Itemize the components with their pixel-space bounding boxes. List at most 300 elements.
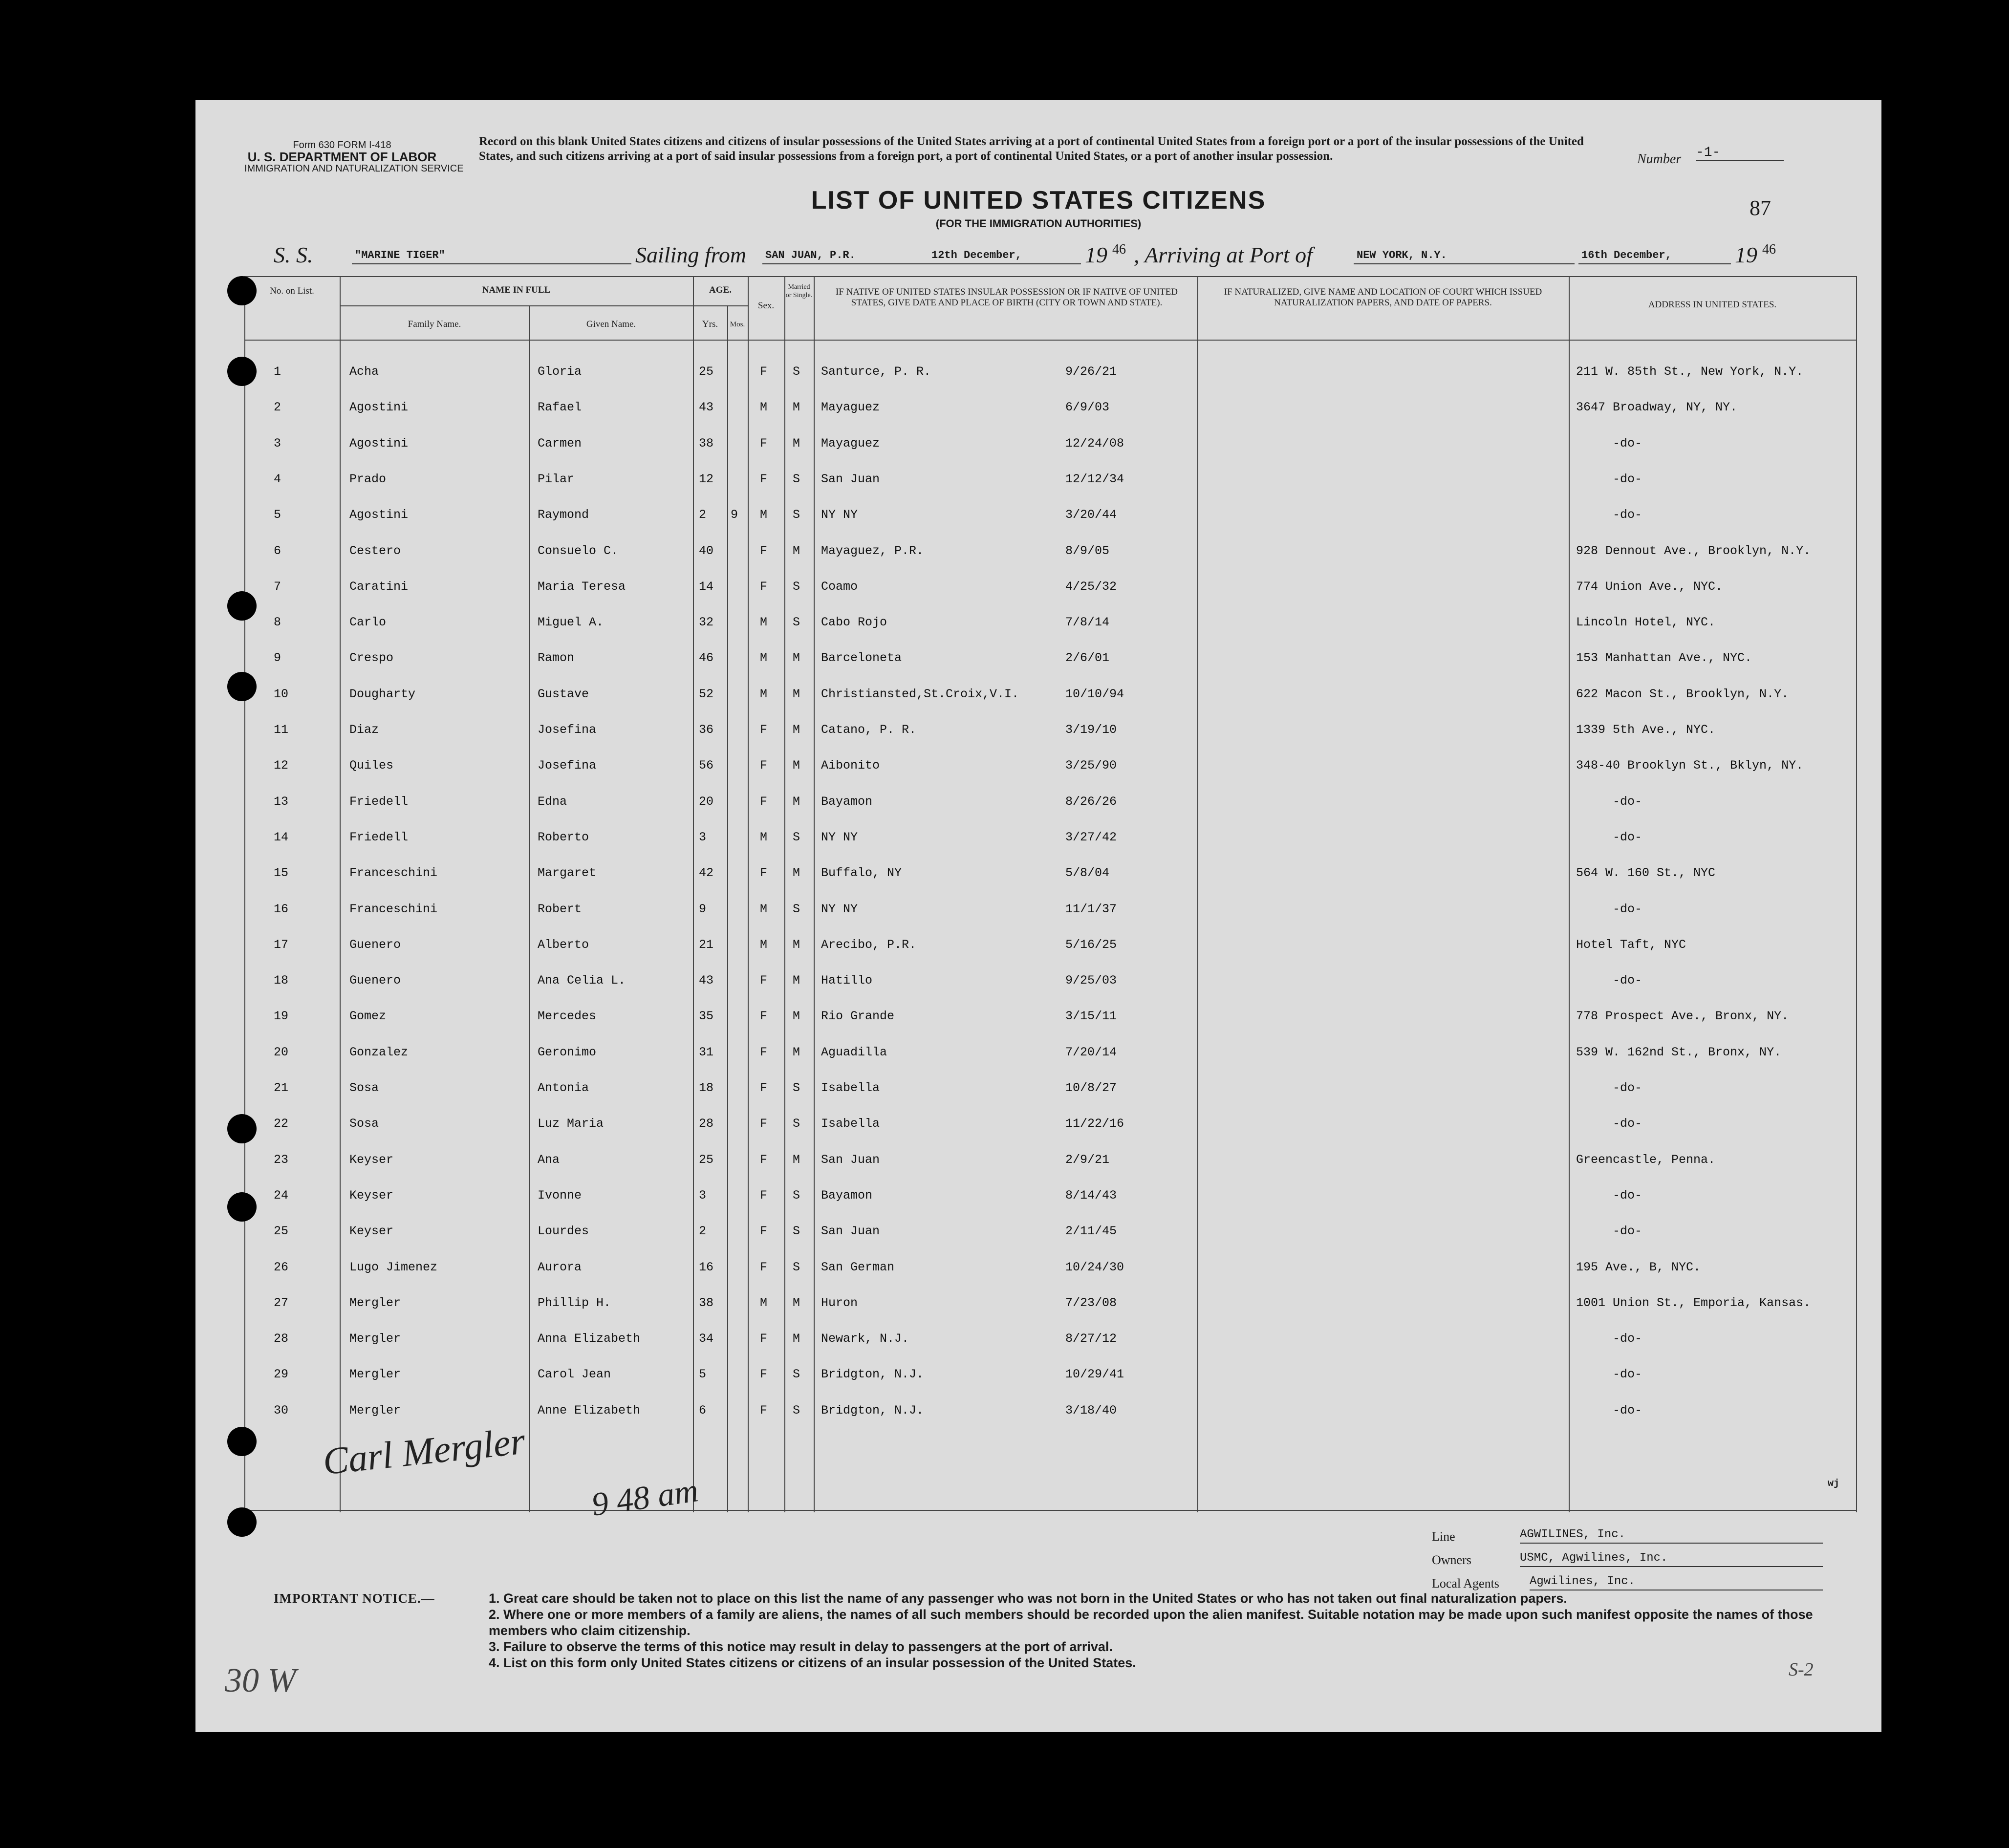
typist-initials: wj — [1828, 1478, 1840, 1489]
notice-lead: IMPORTANT NOTICE.— — [274, 1591, 435, 1606]
birth-place: Mayaguez, P.R. — [821, 543, 924, 558]
us-address: -do- — [1613, 1081, 1642, 1095]
us-address: -do- — [1613, 472, 1642, 486]
form-identifier — [244, 139, 464, 174]
table-row — [244, 961, 1857, 996]
row-number: 7 — [274, 579, 281, 594]
marital-status: M — [793, 687, 800, 701]
bottom-mark: S-2 — [1789, 1659, 1814, 1680]
birth-date: 8/9/05 — [1065, 543, 1110, 558]
age-years: 43 — [699, 400, 714, 415]
marital-status: S — [793, 902, 800, 916]
sex: F — [760, 973, 768, 988]
birth-place: Mayaguez — [821, 436, 880, 451]
table-row — [244, 531, 1857, 567]
birth-place: NY NY — [821, 902, 858, 916]
depart-year-prefix: 19 — [1085, 242, 1107, 267]
age-years: 21 — [699, 937, 714, 952]
row-number: 9 — [274, 651, 281, 666]
departure-year: 46 — [1112, 242, 1126, 257]
sex: M — [760, 937, 768, 952]
birth-date: 10/10/94 — [1065, 687, 1124, 701]
table-row — [244, 567, 1857, 602]
us-address: 622 Macon St., Brooklyn, N.Y. — [1576, 687, 1789, 701]
marital-status: M — [793, 1152, 800, 1167]
punch-hole — [227, 1427, 257, 1456]
age-years: 2 — [699, 1224, 707, 1239]
birth-place: San Juan — [821, 1152, 880, 1167]
marital-status: S — [793, 1367, 800, 1382]
given-name: Robert — [538, 902, 582, 916]
age-years: 25 — [699, 365, 714, 379]
given-name: Mercedes — [538, 1009, 597, 1024]
number-value: -1- — [1696, 145, 1784, 161]
birth-date: 4/25/32 — [1065, 579, 1117, 594]
family-name: Guenero — [349, 937, 401, 952]
count-note: 30 W — [225, 1662, 296, 1699]
row-number: 12 — [274, 758, 289, 773]
age-years: 38 — [699, 436, 714, 451]
sex: M — [760, 651, 768, 666]
row-number: 19 — [274, 1009, 289, 1024]
table-row — [244, 495, 1857, 531]
birth-date: 3/15/11 — [1065, 1009, 1117, 1024]
birth-date: 11/1/37 — [1065, 902, 1117, 916]
marital-status: M — [793, 436, 800, 451]
table-row — [244, 853, 1857, 889]
marital-status: M — [793, 758, 800, 773]
notice-item: 1. Great care should be taken not to place on this list the name of any passenger who was not born in the United States or who has not taken out final naturalization papers. — [489, 1591, 1567, 1606]
row-number: 30 — [274, 1403, 289, 1418]
family-name: Agostini — [349, 436, 409, 451]
table-top-rule — [244, 276, 1857, 277]
birth-date: 9/26/21 — [1065, 365, 1117, 379]
page-number: 87 — [1750, 196, 1771, 220]
family-name: Dougharty — [349, 687, 416, 701]
family-name: Friedell — [349, 794, 409, 809]
us-address: Lincoln Hotel, NYC. — [1576, 615, 1716, 630]
given-name: Josefina — [538, 758, 597, 773]
given-name: Ivonne — [538, 1188, 582, 1203]
marital-status: S — [793, 365, 800, 379]
line-label: Line — [1432, 1529, 1455, 1544]
table-row — [244, 424, 1857, 459]
family-name: Mergler — [349, 1332, 401, 1346]
table-row — [244, 746, 1857, 781]
marital-status: S — [793, 615, 800, 630]
us-address: -do- — [1613, 902, 1642, 916]
us-address: -do- — [1613, 1332, 1642, 1346]
marital-status: M — [793, 794, 800, 809]
birth-place: Christiansted,St.Croix,V.I. — [821, 687, 1019, 701]
line-value: AGWILINES, Inc. — [1520, 1528, 1823, 1544]
birth-place: San German — [821, 1260, 895, 1274]
sex: F — [760, 1260, 768, 1274]
table-row — [244, 638, 1857, 674]
number-label: Number — [1637, 151, 1682, 167]
marital-status: S — [793, 1117, 800, 1131]
given-name: Ana Celia L. — [538, 973, 626, 988]
us-address: 774 Union Ave., NYC. — [1576, 579, 1723, 594]
table-row — [244, 1032, 1857, 1068]
col-header-age: AGE. — [709, 285, 732, 295]
birth-place: Bridgton, N.J. — [821, 1367, 924, 1382]
table-row — [244, 1354, 1857, 1390]
family-name: Mergler — [349, 1367, 401, 1382]
marital-status: S — [793, 1081, 800, 1095]
sex: M — [760, 830, 768, 844]
sex: F — [760, 723, 768, 737]
sex: F — [760, 866, 768, 881]
arrival-date: 16th December, — [1578, 249, 1731, 264]
passenger-table — [244, 276, 1857, 1512]
us-address: -do- — [1613, 1403, 1642, 1418]
given-name: Anna Elizabeth — [538, 1332, 641, 1346]
birth-date: 11/22/16 — [1065, 1117, 1124, 1131]
family-name: Keyser — [349, 1188, 394, 1203]
table-row — [244, 710, 1857, 746]
sex: M — [760, 687, 768, 701]
given-name: Consuelo C. — [538, 543, 619, 558]
row-number: 3 — [274, 436, 281, 451]
age-years: 43 — [699, 973, 714, 988]
row-number: 14 — [274, 830, 289, 844]
given-name: Miguel A. — [538, 615, 604, 630]
manifest-sheet — [195, 100, 1881, 1732]
family-name: Friedell — [349, 830, 409, 844]
family-name: Keyser — [349, 1224, 394, 1239]
family-name: Mergler — [349, 1403, 401, 1418]
given-name: Edna — [538, 794, 567, 809]
us-address: -do- — [1613, 794, 1642, 809]
given-name: Phillip H. — [538, 1295, 611, 1310]
given-name: Lourdes — [538, 1224, 589, 1239]
row-number: 6 — [274, 543, 281, 558]
us-address: -do- — [1613, 508, 1642, 522]
marital-status: M — [793, 543, 800, 558]
page-title: LIST OF UNITED STATES CITIZENS — [811, 186, 1266, 215]
age-years: 3 — [699, 830, 707, 844]
us-address: -do- — [1613, 1224, 1642, 1239]
table-row — [244, 782, 1857, 817]
birth-place: San Juan — [821, 1224, 880, 1239]
col-header-given-name: Given Name. — [586, 319, 636, 329]
given-name: Rafael — [538, 400, 582, 415]
sex: F — [760, 1188, 768, 1203]
age-years: 52 — [699, 687, 714, 701]
given-name: Anne Elizabeth — [538, 1403, 641, 1418]
punch-hole — [227, 357, 257, 386]
table-row — [244, 1211, 1857, 1247]
sex: F — [760, 1152, 768, 1167]
birth-place: Isabella — [821, 1081, 880, 1095]
intro-text: Record on this blank United States citizens and citizens of insular possessions of the United States arriving at a port of continental United States from a foreign port or a port of the insular possessions of the United States, and such citizens arriving at a port of said insular possessions from a foreign port, a port of continental United States, or a port of another insular possession. — [479, 135, 1584, 163]
row-number: 1 — [274, 365, 281, 379]
table-row — [244, 1176, 1857, 1211]
family-name: Keyser — [349, 1152, 394, 1167]
marital-status: S — [793, 1224, 800, 1239]
family-name: Agostini — [349, 508, 409, 522]
birth-date: 10/24/30 — [1065, 1260, 1124, 1274]
row-number: 29 — [274, 1367, 289, 1382]
marital-status: M — [793, 723, 800, 737]
us-address: -do- — [1613, 830, 1642, 844]
birth-place: NY NY — [821, 830, 858, 844]
birth-date: 8/14/43 — [1065, 1188, 1117, 1203]
birth-place: San Juan — [821, 472, 880, 486]
family-name: Caratini — [349, 579, 409, 594]
sex: F — [760, 758, 768, 773]
row-number: 22 — [274, 1117, 289, 1131]
us-address: 1001 Union St., Emporia, Kansas. — [1576, 1295, 1811, 1310]
punch-hole — [227, 1192, 257, 1222]
marital-status: S — [793, 472, 800, 486]
col-header-birth: IF NATIVE OF UNITED STATES INSULAR POSSESSION OR IF NATIVE OF UNITED STATES, GIVE DATE AND PLACE OF BIRTH (CITY OR TOWN AND STATE). — [836, 287, 1178, 308]
given-name: Raymond — [538, 508, 589, 522]
age-years: 42 — [699, 866, 714, 881]
name-subheader-rule — [340, 305, 748, 306]
sex: M — [760, 400, 768, 415]
us-address: -do- — [1613, 436, 1642, 451]
age-years: 34 — [699, 1332, 714, 1346]
family-name: Franceschini — [349, 866, 438, 881]
us-address: -do- — [1613, 1117, 1642, 1131]
birth-date: 10/8/27 — [1065, 1081, 1117, 1095]
row-number: 5 — [274, 508, 281, 522]
table-row — [244, 352, 1857, 387]
birth-date: 2/9/21 — [1065, 1152, 1110, 1167]
birth-place: Aibonito — [821, 758, 880, 773]
marital-status: M — [793, 1332, 800, 1346]
col-header-family-name: Family Name. — [408, 319, 461, 329]
sex: F — [760, 794, 768, 809]
header-bottom-rule — [244, 340, 1857, 341]
col-header-address: ADDRESS IN UNITED STATES. — [1648, 300, 1777, 310]
age-years: 14 — [699, 579, 714, 594]
sex: F — [760, 579, 768, 594]
col-header-married: Married or Single. — [785, 283, 813, 299]
age-years: 35 — [699, 1009, 714, 1024]
row-number: 25 — [274, 1224, 289, 1239]
service-name: IMMIGRATION AND NATURALIZATION SERVICE — [244, 163, 464, 174]
table-row — [244, 459, 1857, 495]
marital-status: M — [793, 973, 800, 988]
table-row — [244, 674, 1857, 710]
sailing-label: Sailing from — [635, 242, 747, 267]
arriving-label: , Arriving at Port of — [1134, 242, 1313, 267]
important-notice — [274, 1590, 1837, 1671]
given-name: Ramon — [538, 651, 575, 666]
marital-status: S — [793, 1260, 800, 1274]
birth-date: 3/18/40 — [1065, 1403, 1117, 1418]
row-number: 26 — [274, 1260, 289, 1274]
signature-time: 9 48 am — [589, 1471, 701, 1523]
given-name: Maria Teresa — [538, 579, 626, 594]
birth-place: NY NY — [821, 508, 858, 522]
sex: M — [760, 508, 768, 522]
us-address: -do- — [1613, 973, 1642, 988]
family-name: Acha — [349, 365, 379, 379]
given-name: Aurora — [538, 1260, 582, 1274]
birth-place: Barceloneta — [821, 651, 902, 666]
given-name: Gustave — [538, 687, 589, 701]
birth-place: Mayaguez — [821, 400, 880, 415]
family-name: Cestero — [349, 543, 401, 558]
us-address: Hotel Taft, NYC — [1576, 937, 1686, 952]
us-address: 195 Ave., B, NYC. — [1576, 1260, 1701, 1274]
table-row — [244, 1319, 1857, 1354]
us-address: -do- — [1613, 1188, 1642, 1203]
sex: F — [760, 1009, 768, 1024]
birth-date: 8/27/12 — [1065, 1332, 1117, 1346]
col-header-mos: Mos. — [730, 321, 745, 328]
marital-status: S — [793, 508, 800, 522]
given-name: Margaret — [538, 866, 597, 881]
row-number: 15 — [274, 866, 289, 881]
birth-date: 5/8/04 — [1065, 866, 1110, 881]
birth-date: 7/8/14 — [1065, 615, 1110, 630]
birth-place: Santurce, P. R. — [821, 365, 931, 379]
sex: M — [760, 902, 768, 916]
birth-place: Catano, P. R. — [821, 723, 917, 737]
table-row — [244, 1391, 1857, 1426]
family-name: Lugo Jimenez — [349, 1260, 438, 1274]
birth-date: 10/29/41 — [1065, 1367, 1124, 1382]
marital-status: M — [793, 1009, 800, 1024]
table-bottom-rule — [244, 1510, 1857, 1511]
us-address: 928 Dennout Ave., Brooklyn, N.Y. — [1576, 543, 1811, 558]
marital-status: S — [793, 1403, 800, 1418]
notice-item: 3. Failure to observe the terms of this notice may result in delay to passengers at the port of arrival. — [489, 1639, 1113, 1654]
sex: F — [760, 1081, 768, 1095]
row-number: 18 — [274, 973, 289, 988]
family-name: Guenero — [349, 973, 401, 988]
birth-place: Aguadilla — [821, 1045, 887, 1059]
row-number: 11 — [274, 723, 289, 737]
arrival-port: NEW YORK, N.Y. — [1354, 249, 1575, 264]
family-name: Mergler — [349, 1295, 401, 1310]
ship-name: "MARINE TIGER" — [352, 249, 631, 264]
age-years: 9 — [699, 902, 707, 916]
table-row — [244, 1247, 1857, 1283]
row-number: 17 — [274, 937, 289, 952]
family-name: Agostini — [349, 400, 409, 415]
row-number: 10 — [274, 687, 289, 701]
birth-date: 7/20/14 — [1065, 1045, 1117, 1059]
given-name: Carmen — [538, 436, 582, 451]
table-row — [244, 1283, 1857, 1319]
age-years: 56 — [699, 758, 714, 773]
table-row — [244, 889, 1857, 925]
agents-value: Agwilines, Inc. — [1530, 1575, 1823, 1590]
form-number: Form 630 FORM I-418 — [293, 140, 391, 150]
family-name: Crespo — [349, 651, 394, 666]
table-row — [244, 925, 1857, 961]
us-address: 3647 Broadway, NY, NY. — [1576, 400, 1738, 415]
family-name: Sosa — [349, 1117, 379, 1131]
us-address: 1339 5th Ave., NYC. — [1576, 723, 1716, 737]
marital-status: M — [793, 1295, 800, 1310]
us-address: 211 W. 85th St., New York, N.Y. — [1576, 365, 1804, 379]
col-header-no: No. on List. — [270, 286, 314, 296]
us-address: 153 Manhattan Ave., NYC. — [1576, 651, 1752, 666]
sex: F — [760, 543, 768, 558]
punch-hole — [227, 672, 257, 701]
birth-place: Isabella — [821, 1117, 880, 1131]
table-row — [244, 387, 1857, 423]
row-number: 13 — [274, 794, 289, 809]
birth-date: 8/26/26 — [1065, 794, 1117, 809]
marital-status: M — [793, 937, 800, 952]
given-name: Geronimo — [538, 1045, 597, 1059]
age-years: 16 — [699, 1260, 714, 1274]
birth-date: 6/9/03 — [1065, 400, 1110, 415]
marital-status: M — [793, 651, 800, 666]
us-address: -do- — [1613, 1367, 1642, 1382]
row-number: 21 — [274, 1081, 289, 1095]
col-header-name-in-full: NAME IN FULL — [482, 285, 551, 295]
punch-hole — [227, 591, 257, 621]
punch-hole — [227, 276, 257, 305]
given-name: Gloria — [538, 365, 582, 379]
birth-date: 7/23/08 — [1065, 1295, 1117, 1310]
row-number: 2 — [274, 400, 281, 415]
row-number: 28 — [274, 1332, 289, 1346]
table-row — [244, 1104, 1857, 1139]
age-years: 3 — [699, 1188, 707, 1203]
age-months: 9 — [731, 508, 738, 522]
birth-place: Rio Grande — [821, 1009, 895, 1024]
age-years: 25 — [699, 1152, 714, 1167]
family-name: Gonzalez — [349, 1045, 409, 1059]
table-row — [244, 602, 1857, 638]
arrive-year-prefix: 19 — [1735, 242, 1757, 267]
ss-label: S. S. — [274, 242, 313, 267]
family-name: Diaz — [349, 723, 379, 737]
sex: F — [760, 436, 768, 451]
marital-status: S — [793, 1188, 800, 1203]
marital-status: S — [793, 579, 800, 594]
birth-date: 3/27/42 — [1065, 830, 1117, 844]
marital-status: S — [793, 830, 800, 844]
row-number: 4 — [274, 472, 281, 486]
table-row — [244, 1140, 1857, 1176]
sex: F — [760, 365, 768, 379]
given-name: Alberto — [538, 937, 589, 952]
col-header-yrs: Yrs. — [702, 319, 718, 329]
marital-status: M — [793, 866, 800, 881]
sex: F — [760, 1403, 768, 1418]
family-name: Sosa — [349, 1081, 379, 1095]
row-number: 24 — [274, 1188, 289, 1203]
birth-date: 3/25/90 — [1065, 758, 1117, 773]
age-years: 2 — [699, 508, 707, 522]
col-header-sex: Sex. — [757, 301, 775, 311]
given-name: Josefina — [538, 723, 597, 737]
sex: M — [760, 1295, 768, 1310]
punch-hole — [227, 1114, 257, 1143]
age-years: 5 — [699, 1367, 707, 1382]
marital-status: M — [793, 400, 800, 415]
family-name: Franceschini — [349, 902, 438, 916]
row-number: 20 — [274, 1045, 289, 1059]
birth-date: 12/24/08 — [1065, 436, 1124, 451]
us-address: 778 Prospect Ave., Bronx, NY. — [1576, 1009, 1789, 1024]
sex: F — [760, 1332, 768, 1346]
notice-item: 2. Where one or more members of a family are aliens, the names of all such members should be recorded upon the alien manifest. Suitable notation may be made upon such manifest opposite the names of those members who claim citizenship. — [489, 1607, 1813, 1638]
age-years: 28 — [699, 1117, 714, 1131]
age-years: 31 — [699, 1045, 714, 1059]
